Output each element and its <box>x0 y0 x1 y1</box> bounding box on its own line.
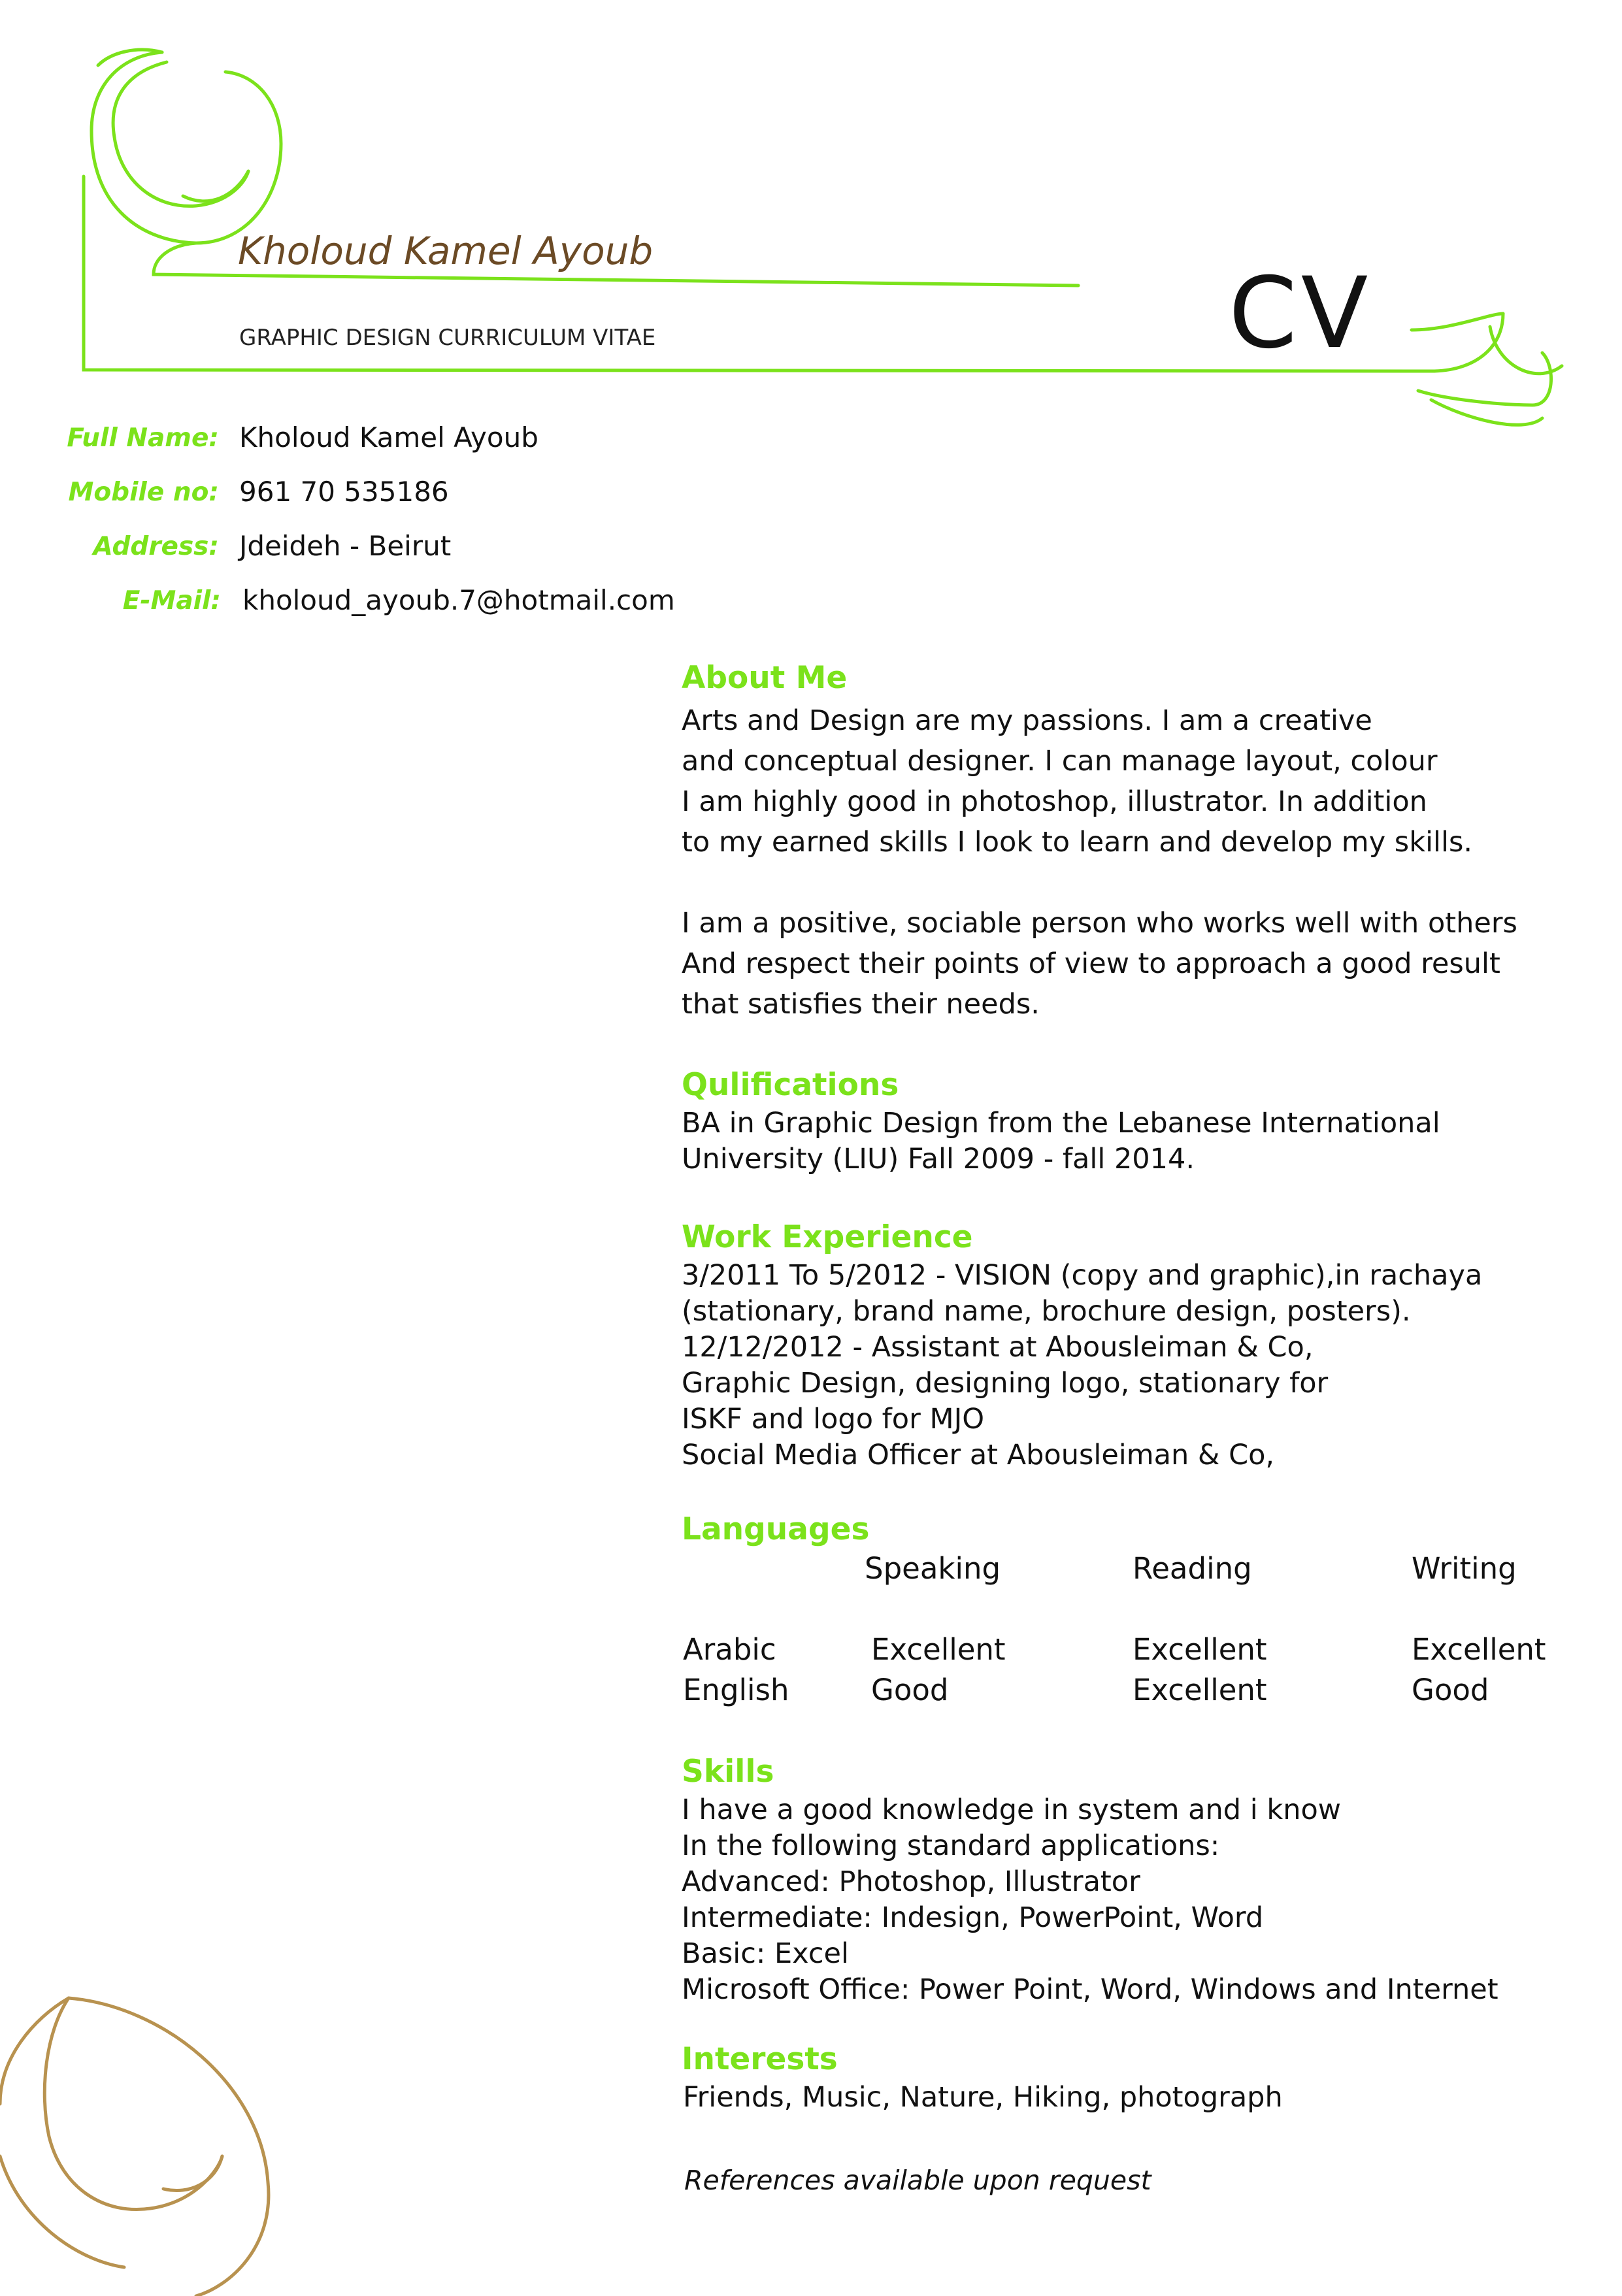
col-writing: Writing <box>1412 1551 1517 1586</box>
qualifications-text <box>682 1106 1440 1177</box>
cv-mark: CV <box>1229 257 1372 370</box>
arabic-speaking: Excellent <box>871 1632 1006 1667</box>
work-line: Graphic Design, designing logo, stationary for <box>682 1367 1329 1400</box>
about-text <box>682 700 1517 1025</box>
arabic-reading: Excellent <box>1133 1632 1267 1667</box>
about-heading: About Me <box>682 660 848 696</box>
work-heading: Work Experience <box>682 1219 973 1255</box>
qualifications-heading: Qulifications <box>682 1067 899 1103</box>
work-line: (stationary, brand name, brochure design, posters). <box>682 1295 1411 1328</box>
skills-line: Basic: Excel <box>682 1937 849 1970</box>
qualifications-line: BA in Graphic Design from the Lebanese International <box>682 1107 1440 1140</box>
qualifications-line: University (LIU) Fall 2009 - fall 2014. <box>682 1143 1195 1175</box>
mobile-label: Mobile no: <box>68 478 219 507</box>
skills-line: Intermediate: Indesign, PowerPoint, Word <box>682 1901 1264 1934</box>
email-value: kholoud_ayoub.7@hotmail.com <box>242 584 675 616</box>
references-note: References available upon request <box>684 2165 1151 2196</box>
about-line: and conceptual designer. I can manage layout, colour <box>682 745 1438 778</box>
english-reading: Excellent <box>1133 1673 1267 1707</box>
work-line: 3/2011 To 5/2012 - VISION (copy and graphic),in rachaya <box>682 1259 1483 1292</box>
address-value: Jdeideh - Beirut <box>239 530 452 562</box>
about-line: And respect their points of view to approach a good result <box>682 947 1500 980</box>
interests-heading: Interests <box>682 2041 838 2077</box>
col-reading: Reading <box>1133 1551 1252 1586</box>
arabic-writing: Excellent <box>1412 1632 1546 1667</box>
about-line: that satisfies their needs. <box>682 988 1040 1021</box>
english-writing: Good <box>1412 1673 1489 1707</box>
col-speaking: Speaking <box>865 1551 1001 1586</box>
skills-heading: Skills <box>682 1754 774 1790</box>
languages-heading: Languages <box>682 1511 870 1547</box>
full-name-value: Kholoud Kamel Ayoub <box>239 421 538 453</box>
english-speaking: Good <box>871 1673 949 1707</box>
about-line: Arts and Design are my passions. I am a creative <box>682 704 1372 737</box>
skills-line: Microsoft Office: Power Point, Word, Windows and Internet <box>682 1973 1498 2006</box>
header-subtitle: GRAPHIC DESIGN CURRICULUM VITAE <box>239 325 656 351</box>
work-text <box>682 1258 1482 1473</box>
mobile-value: 961 70 535186 <box>239 476 449 508</box>
about-line: to my earned skills I look to learn and develop my skills. <box>682 826 1473 859</box>
address-label: Address: <box>93 532 219 561</box>
skills-line: I have a good knowledge in system and i know <box>682 1794 1341 1826</box>
about-line <box>682 862 1517 903</box>
header-name: Kholoud Kamel Ayoub <box>238 229 654 273</box>
lang-english: English <box>683 1673 789 1707</box>
work-line: 12/12/2012 - Assistant at Abousleiman & Co, <box>682 1331 1314 1364</box>
lang-arabic: Arabic <box>683 1632 776 1667</box>
skills-line: In the following standard applications: <box>682 1829 1220 1862</box>
skills-text <box>682 1792 1498 2008</box>
work-line: ISKF and logo for MJO <box>682 1403 985 1435</box>
work-line: Social Media Officer at Abousleiman & Co, <box>682 1439 1275 1471</box>
email-label: E-Mail: <box>122 586 221 615</box>
about-line: I am a positive, sociable person who works well with others <box>682 907 1517 940</box>
full-name-label: Full Name: <box>67 423 219 453</box>
skills-line: Advanced: Photoshop, Illustrator <box>682 1865 1140 1898</box>
about-line: I am highly good in photoshop, illustrator. In addition <box>682 785 1427 818</box>
interests-text: Friends, Music, Nature, Hiking, photograph <box>683 2081 1283 2114</box>
